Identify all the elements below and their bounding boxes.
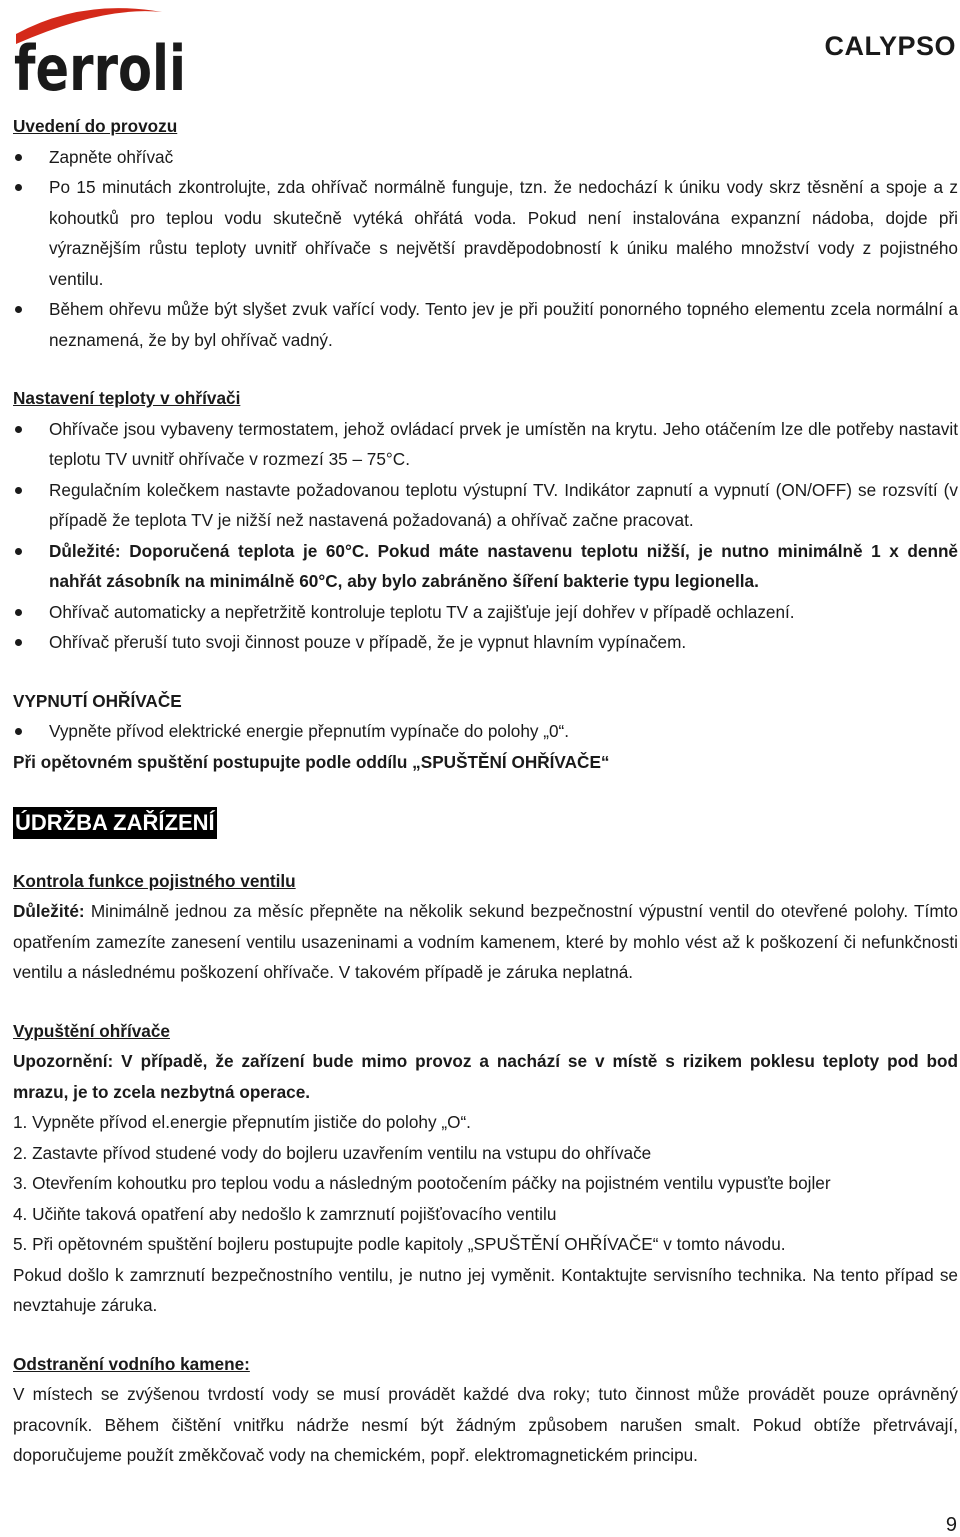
ferroli-logo [12,4,188,105]
list-item: Regulačním kolečkem nastavte požadovanou teplotu výstupní TV. Indikátor zapnutí a vypnutí (ON/OFF) se rozsvítí (v případě že teplota TV je nižší než nastavená požadovaná) a ohřívač začne pracovat. [13,475,958,536]
banner-text: ÚDRŽBA ZAŘÍZENÍ [13,807,217,839]
list-item: Ohřívač přeruší tuto svoji činnost pouze v případě, že je vypnut hlavním vypínačem. [13,627,958,658]
heading-commissioning: Uvedení do provozu [13,116,178,136]
list-item: Během ohřevu může být slyšet zvuk vařící vody. Tento jev je při použití ponorného topného elementu zcela normální a neznamená, že by byl ohřívač vadný. [13,294,958,355]
list-item: Ohřívač automaticky a nepřetržitě kontroluje teplotu TV a zajišťuje její dohřev v případě ochlazení. [13,597,958,628]
valve-label: Důležité: [13,901,85,921]
step-item: 1. Vypněte přívod el.energie přepnutím jističe do polohy „O“. [13,1112,471,1132]
valve-paragraph [13,896,958,988]
product-name: CALYPSO [824,31,956,61]
commissioning-list [13,142,958,356]
svg-text:ferroli: ferroli [14,32,186,105]
maintenance-banner [13,807,958,840]
heading-scale: Odstranění vodního kamene: [13,1353,250,1374]
heading-shutdown: VYPNUTÍ OHŘÍVAČE [13,690,182,711]
heading-temperature: Nastavení teploty v ohřívači [13,388,241,408]
valve-text: Minimálně jednou za měsíc přepněte na několik sekund bezpečnostní výpustní ventil do otevřené polohy. Tímto opatřením zamezíte zanesení ventilu usazeninami a vodním kamenem, které by mohlo vést až k poškození či nefunkčnosti ventilu a následnému poškození ohřívače. V takovém případě je záruka neplatná. [13,901,958,982]
shutdown-list [13,716,958,747]
list-item: Ohřívače jsou vybaveny termostatem, jehož ovládací prvek je umístěn na krytu. Jeho otáčením lze dle potřeby nastavit teplotu TV uvnitř ohřívače v rozmezí 35 – 75°C. [13,414,958,475]
shutdown-note: Při opětovném spuštění postupujte podle oddílu „SPUŠTĚNÍ OHŘÍVAČE“ [13,751,610,772]
scale-paragraph: V místech se zvýšenou tvrdostí vody se musí provádět každé dva roky; tuto činnost může provádět pouze oprávněný pracovník. Během čištění vnitřku nádrže nesmí být žádným způsobem narušen smalt. Pokud obtíže přetrvávají, doporučujeme použít změkčovač vody na chemickém, popř. elektromagnetickém principu. [13,1384,958,1465]
drain-steps [13,1107,958,1260]
step-item: 5. Při opětovném spuštění bojleru postupujte podle kapitoly „SPUŠTĚNÍ OHŘÍVAČE“ v tomto návodu. [13,1234,786,1254]
heading-drain: Vypuštění ohřívače [13,1020,170,1041]
step-item: 4. Učiňte taková opatření aby nedošlo k zamrznutí pojišťovacího ventilu [13,1203,557,1224]
list-item: Vypněte přívod elektrické energie přepnutím vypínače do polohy „0“. [13,716,958,747]
drain-footer: Pokud došlo k zamrznutí bezpečnostního ventilu, je nutno jej vyměnit. Kontaktujte servisního technika. Na tento případ se nevztahuje záruka. [13,1264,958,1315]
drain-warning: Upozornění: V případě, že zařízení bude mimo provoz a nachází se v místě s rizikem poklesu teploty pod bod mrazu, je to zcela nezbytná operace. [13,1051,958,1102]
step-item: 2. Zastavte přívod studené vody do bojleru uzavřením ventilu na vstupu do ohřívače [13,1142,652,1163]
step-item: 3. Otevřením kohoutku pro teplou vodu a následným pootočením páčky na pojistném ventilu vypusťte bojler [13,1173,831,1193]
list-item: Zapněte ohřívač [13,142,958,173]
heading-valve: Kontrola funkce pojistného ventilu [13,870,296,891]
temperature-list [13,414,958,658]
list-item: Po 15 minutách zkontrolujte, zda ohřívač normálně funguje, tzn. že nedochází k úniku vody skrz těsnění a spoje a z kohoutků pro teplou vodu skutečně vytéká ohřátá voda. Pokud není instalována expanzní nádoba, dojde při výraznějším růstu teploty uvnitř ohřívače s největší pravděpodobností k úniku malého množství vody z pojistného ventilu. [13,172,958,294]
list-item-important: Důležité: Doporučená teplota je 60°C. Pokud máte nastavenu teplotu nižší, je nutno minimálně 1 x denně nahřát zásobník na minimálně 60°C, aby bylo zabráněno šíření bakterie typu legionella. [13,536,958,597]
document-body [13,111,958,1471]
page-number: 9 [945,1514,957,1536]
